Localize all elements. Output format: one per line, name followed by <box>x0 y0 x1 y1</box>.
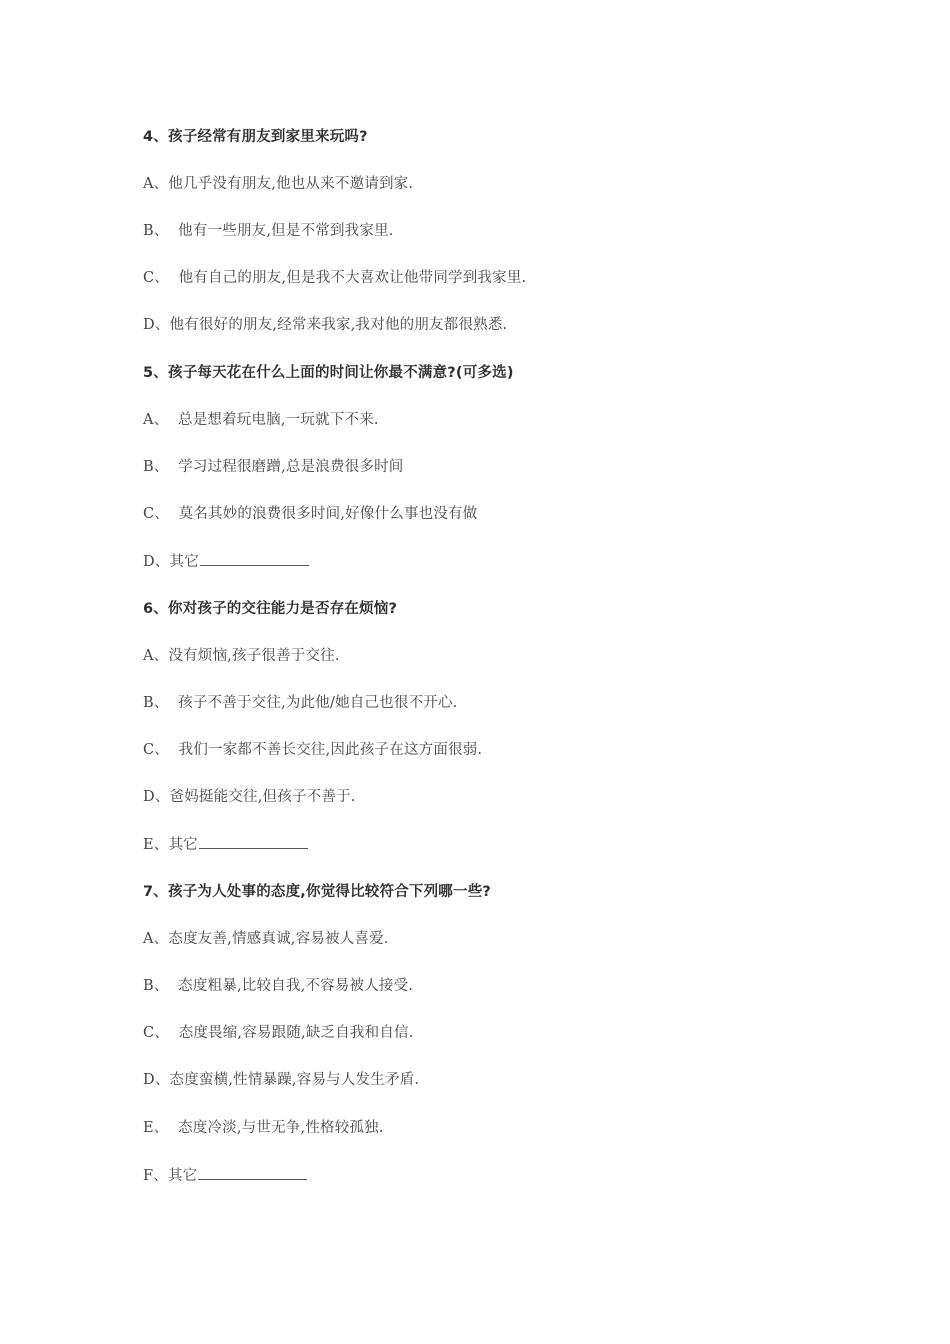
question-6-option-b: B、 孩子不善于交往,为此他/她自己也很不开心. <box>143 695 458 711</box>
question-5-option-a: A、 总是想着玩电脑,一玩就下不来. <box>143 412 379 428</box>
question-6-option-d: D、爸妈挺能交往,但孩子不善于. <box>143 789 356 805</box>
question-7-prompt: 7、孩子为人处事的态度,你觉得比较符合下列哪一些? <box>143 884 492 900</box>
option-label: F、其它 <box>143 1168 198 1184</box>
question-4-option-c: C、 他有自己的朋友,但是我不大喜欢让他带同学到我家里. <box>143 270 527 286</box>
question-7-option-d: D、态度蛮横,性情暴躁,容易与人发生矛盾. <box>143 1072 420 1088</box>
fill-in-blank <box>198 1165 307 1180</box>
question-5-option-d <box>143 551 309 572</box>
question-6-option-c: C、 我们一家都不善长交往,因此孩子在这方面很弱. <box>143 742 483 758</box>
fill-in-blank <box>199 834 308 849</box>
question-7-option-a: A、态度友善,情感真诚,容易被人喜爱. <box>143 931 389 947</box>
question-7-option-e: E、 态度冷淡,与世无争,性格较孤独. <box>143 1120 384 1136</box>
question-7-option-c: C、 态度畏缩,容易跟随,缺乏自我和自信. <box>143 1025 414 1041</box>
question-4-prompt: 4、孩子经常有朋友到家里来玩吗? <box>143 129 368 145</box>
question-4-option-b: B、 他有一些朋友,但是不常到我家里. <box>143 223 394 239</box>
question-4-option-a: A、他几乎没有朋友,他也从来不邀请到家. <box>143 176 414 192</box>
question-6-prompt: 6、你对孩子的交往能力是否存在烦恼? <box>143 601 398 617</box>
fill-in-blank <box>200 551 309 566</box>
option-label: D、其它 <box>143 554 199 570</box>
question-6-option-e <box>143 834 308 855</box>
option-label: E、其它 <box>143 837 198 853</box>
question-5-option-b: B、 学习过程很磨蹭,总是浪费很多时间 <box>143 459 404 475</box>
question-7-option-f <box>143 1165 307 1186</box>
question-4-option-d: D、他有很好的朋友,经常来我家,我对他的朋友都很熟悉. <box>143 317 508 333</box>
question-5-option-c: C、 莫名其妙的浪费很多时间,好像什么事也没有做 <box>143 506 478 522</box>
question-6-option-a: A、没有烦恼,孩子很善于交往. <box>143 648 340 664</box>
question-5-prompt: 5、孩子每天花在什么上面的时间让你最不满意?(可多选) <box>143 365 514 381</box>
question-7-option-b: B、 态度粗暴,比较自我,不容易被人接受. <box>143 978 414 994</box>
